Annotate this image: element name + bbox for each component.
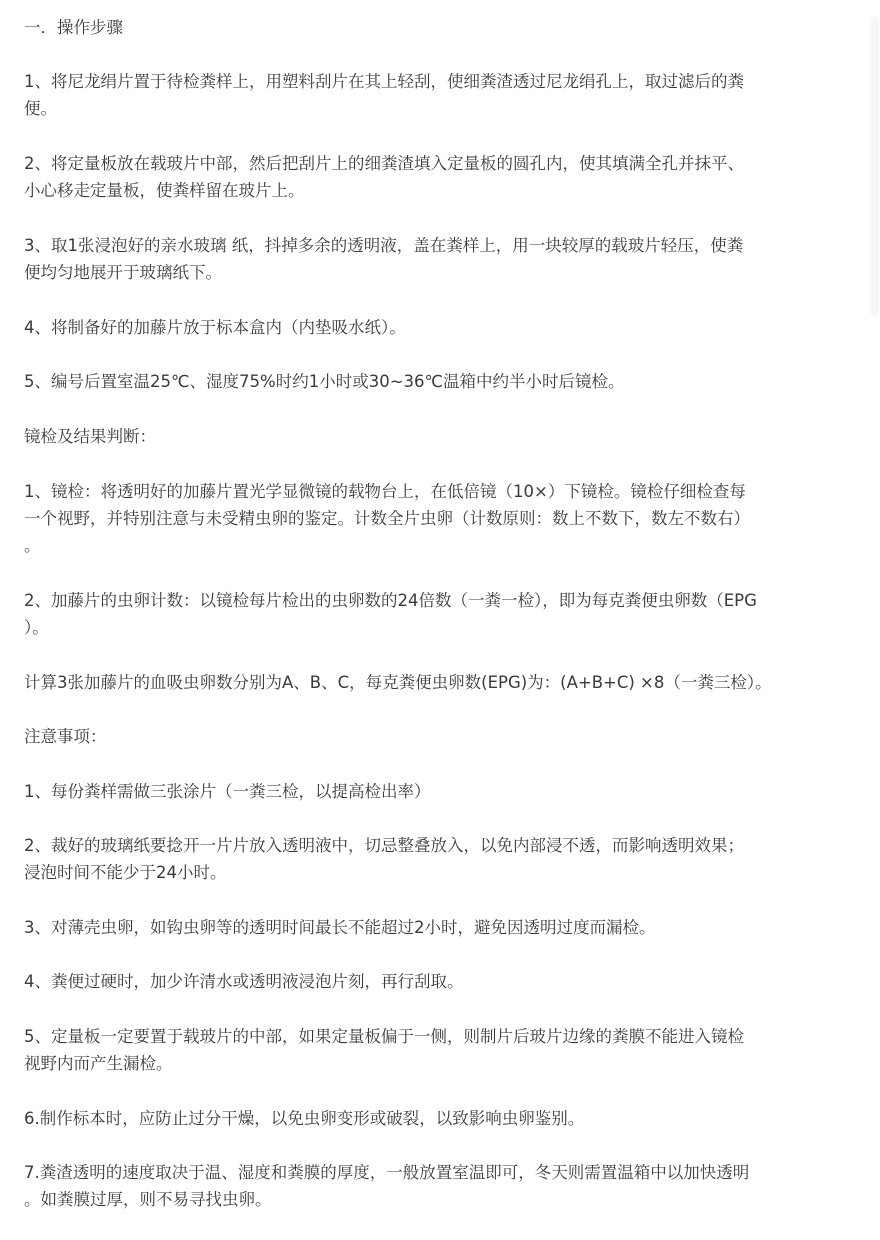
section-heading: 一．操作步骤 <box>24 18 123 37</box>
step-5: 5、编号后置室温25℃、湿度75%时约1小时或30~36℃温箱中约半小时后镜检。 <box>24 372 625 391</box>
note-2-line-2: 浸泡时间不能少于24小时。 <box>24 863 227 882</box>
note-7-line-1: 7.粪渣透明的速度取决于温、湿度和粪膜的厚度，一般放置室温即可，冬天则需置温箱中以加快透明 <box>24 1163 750 1182</box>
exam-1-line-2: 一个视野，并特别注意与未受精虫卵的鉴定。计数全片虫卵（计数原则：数上不数下，数左不数右） <box>24 509 750 528</box>
exam-2-line-1: 2、加藤片的虫卵计数：以镜检每片检出的虫卵数的24倍数（一粪一检），即为每克粪便虫卵数（EPG <box>24 591 757 610</box>
step-3-line-2: 便均匀地展开于玻璃纸下。 <box>24 263 222 282</box>
note-1: 1、每份粪样需做三张涂片（一粪三检，以提高检出率） <box>24 782 431 801</box>
exam-1-line-1: 1、镜检：将透明好的加藤片置光学显微镜的载物台上，在低倍镜（10×）下镜检。镜检仔细检查每 <box>24 482 746 501</box>
step-4: 4、将制备好的加藤片放于标本盒内（内垫吸水纸）。 <box>24 318 406 337</box>
note-6: 6.制作标本时，应防止过分干燥，以免虫卵变形或破裂，以致影响虫卵鉴别。 <box>24 1109 585 1128</box>
exam-2-line-2: ）。 <box>24 618 49 637</box>
exam-1-line-3: 。 <box>24 536 41 555</box>
note-2-line-1: 2、裁好的玻璃纸要捻开一片片放入透明液中，切忌整叠放入，以免内部浸不透，而影响透明效果； <box>24 836 744 855</box>
note-5-line-1: 5、定量板一定要置于载玻片的中部，如果定量板偏于一侧，则制片后玻片边缘的粪膜不能进入镜检 <box>24 1027 744 1046</box>
note-7-line-2: 。如粪膜过厚，则不易寻找虫卵。 <box>24 1190 272 1209</box>
exam-heading: 镜检及结果判断： <box>24 427 156 446</box>
notes-heading: 注意事项： <box>24 727 107 746</box>
step-1-line-2: 便。 <box>24 99 57 118</box>
step-3-line-1: 3、取1张浸泡好的亲水玻璃 纸，抖掉多余的透明液，盖在粪样上，用一块较厚的载玻片轻压，使粪 <box>24 236 744 255</box>
note-3: 3、对薄壳虫卵，如钩虫卵等的透明时间最长不能超过2小时，避免因透明过度而漏检。 <box>24 918 656 937</box>
scrollbar-thumb[interactable] <box>870 16 879 316</box>
step-2-line-2: 小心移走定量板，使粪样留在玻片上。 <box>24 181 305 200</box>
step-2-line-1: 2、将定量板放在载玻片中部，然后把刮片上的细粪渣填入定量板的圆孔内，使其填满全孔并抹平、 <box>24 154 744 173</box>
epg-formula: 计算3张加藤片的血吸虫卵数分别为A、B、C，每克粪便虫卵数(EPG)为：(A+B+C) ×8（一粪三检）。 <box>24 673 772 692</box>
step-1-line-1: 1、将尼龙绢片置于待检粪样上，用塑料刮片在其上轻刮，使细粪渣透过尼龙绢孔上，取过滤后的粪 <box>24 72 744 91</box>
note-4: 4、粪便过硬时，加少许清水或透明液浸泡片刻，再行刮取。 <box>24 972 464 991</box>
scrollbar-track[interactable] <box>870 0 880 1240</box>
note-5-line-2: 视野内而产生漏检。 <box>24 1054 173 1073</box>
